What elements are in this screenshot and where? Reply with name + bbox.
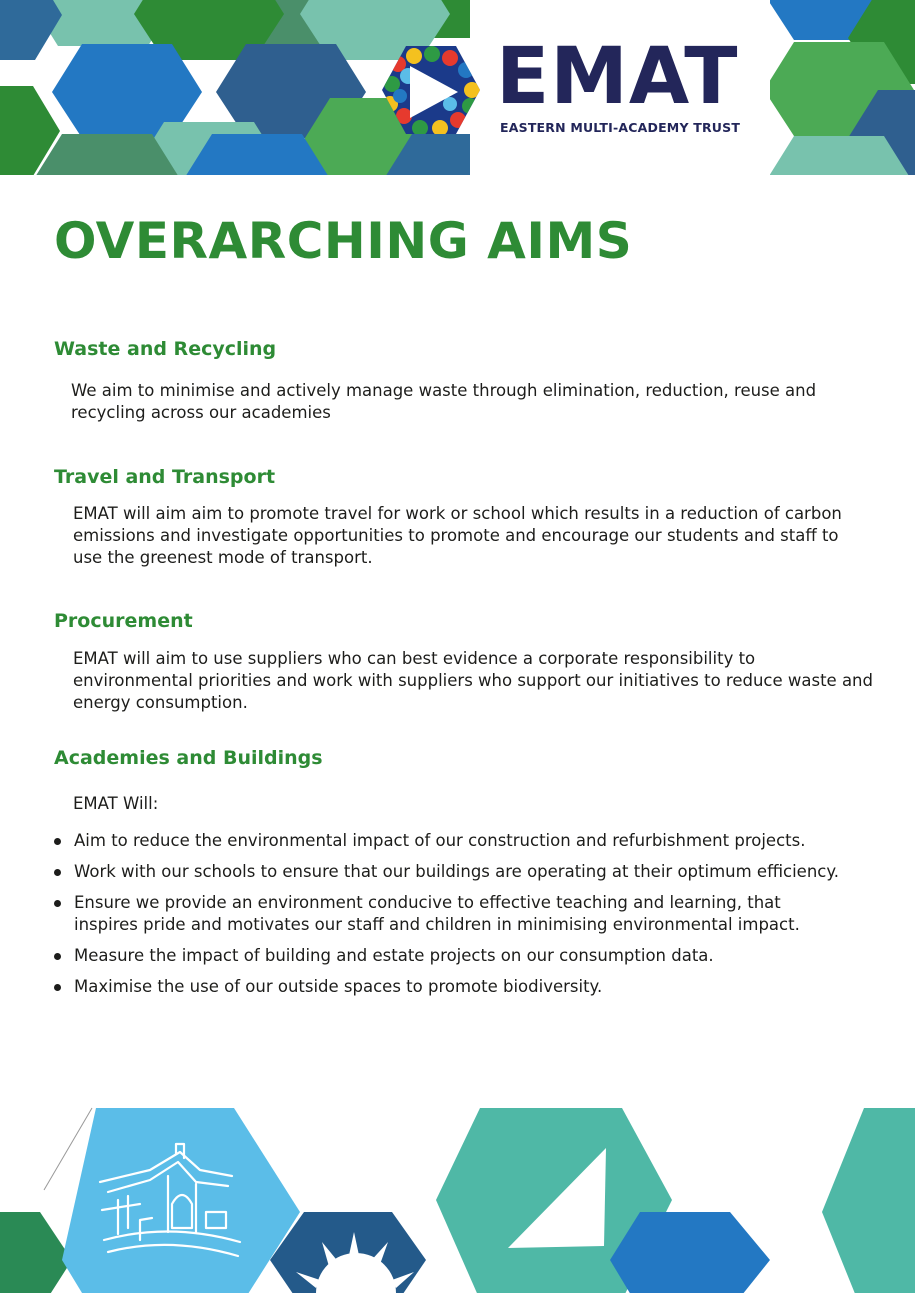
academies-bullet-list — [54, 830, 854, 998]
list-item — [54, 830, 854, 852]
list-item — [54, 945, 854, 967]
list-item-text: Measure the impact of building and estate projects on our consumption data. — [74, 946, 714, 965]
section-heading-academies: Academies and Buildings — [54, 747, 323, 769]
list-item-text: Ensure we provide an environment conducive to effective teaching and learning, that inspires pride and motivates our staff and children in minimising environmental impact. — [74, 893, 800, 934]
section-heading-travel: Travel and Transport — [54, 466, 276, 488]
bullet-icon — [54, 838, 61, 845]
list-item — [54, 976, 854, 998]
bullet-icon — [54, 984, 61, 991]
emat-logo — [380, 32, 760, 142]
list-item — [54, 892, 854, 936]
section-body-waste: We aim to minimise and actively manage waste through elimination, reduction, reuse and recycling across our academies — [71, 381, 817, 422]
bullet-icon — [54, 900, 61, 907]
footer-hexagon-pattern — [0, 1100, 915, 1293]
bullet-icon — [54, 953, 61, 960]
section-heading-procurement: Procurement — [54, 610, 193, 632]
page-title: OVERARCHING AIMS — [54, 212, 633, 270]
list-item-text: Maximise the use of our outside spaces to promote biodiversity. — [74, 977, 603, 996]
section-body-academies: EMAT Will: — [73, 794, 159, 813]
section-body-procurement: EMAT will aim to use suppliers who can best evidence a corporate responsibility to environmental priorities and work with suppliers who support our initiatives to reduce waste and energy consumption. — [73, 649, 873, 712]
section-body-travel: EMAT will aim aim to promote travel for work or school which results in a reduction of carbon emissions and investigate opportunities to promote and encourage our students and staff to use the greenest mode of transport. — [73, 504, 842, 567]
school-building-icon — [62, 1108, 300, 1293]
logo-wordmark: EMAT — [496, 32, 739, 122]
bullet-icon — [54, 869, 61, 876]
list-item-text: Aim to reduce the environmental impact of our construction and refurbishment projects. — [74, 831, 806, 850]
list-item-text: Work with our schools to ensure that our buildings are operating at their optimum efficiency. — [74, 862, 840, 881]
section-heading-waste: Waste and Recycling — [54, 338, 277, 360]
logo-subtitle: EASTERN MULTI-ACADEMY TRUST — [500, 120, 741, 135]
sun-icon — [270, 1212, 426, 1293]
play-triangle-hexagon-logo-icon — [380, 44, 482, 136]
list-item — [54, 861, 854, 883]
